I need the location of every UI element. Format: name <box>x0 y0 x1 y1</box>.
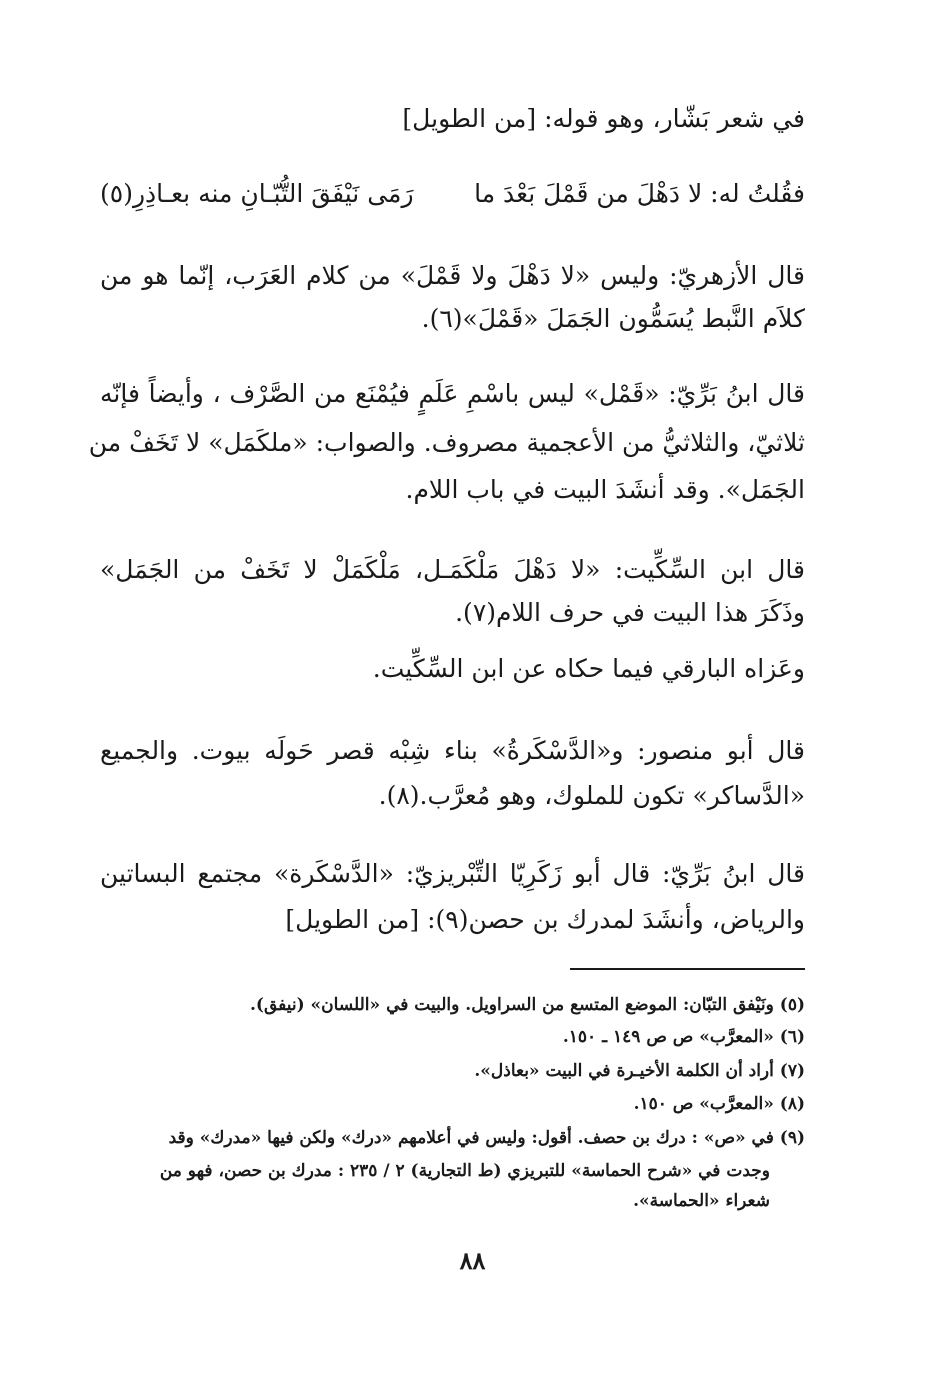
paragraph-bariqi-line: وعَزاه البارقي فيما حكاه عن ابن السِّكِّيت. <box>372 654 805 683</box>
paragraph-abu-mansur-line-2: «الدَّساكر» تكون للملوك، وهو مُعرَّب.(٨). <box>378 781 805 810</box>
paragraph-azhari-line-2: كلاَم النَّبط يُسَمُّون الجَمَلَ «قَمْلَ»(٦). <box>421 304 805 333</box>
footnote-7: (٧) أراد أن الكلمة الأخيـرة في البيت «بعاذل». <box>474 1061 805 1081</box>
paragraph-abu-mansur-line-1: قال أبو منصور: و«الدَّسْكَرةُ» بناء شِبْه قصر حَولَه بيوت. والجميع <box>100 736 805 765</box>
verse-right-hemistich: فقُلتُ له: لا دَهْلَ من قَمْلَ بَعْدَ ما <box>474 179 805 208</box>
verse-left-hemistich: رَمَى نَيْفَقَ التُّبّـانِ منه بعـاذِرِ(٥) <box>100 179 414 208</box>
paragraph-ibn-barri-line-1: قال ابنُ بَرِّيّ: «قَمْل» ليس باسْمِ عَلَمٍ فيُمْنَع من الصَّرْف ، وأيضاً فإنّه <box>100 379 805 408</box>
footnote-5: (٥) ونَيْفق التبّان: الموضع المتسع من السراويل. والبيت في «اللسان» (نيفق). <box>249 995 805 1015</box>
footnote-9-line-1: (٩) في «ص» : درك بن حصف. أقول: وليس في أعلامهم «درك» ولكن فيها «مدرك» وقد <box>168 1128 805 1148</box>
footnote-8: (٨) «المعرَّب» ص ١٥٠. <box>633 1094 805 1114</box>
paragraph-sikkit-line-2: وذَكَرَ هذا البيت في حرف اللام(٧). <box>455 598 805 627</box>
verse-line <box>100 176 805 212</box>
page-number: ٨٨ <box>459 1246 486 1275</box>
footnote-separator <box>570 968 805 970</box>
paragraph-ibn-barri-line-2: ثلاثيّ، والثلاثيُّ من الأعجمية مصروف. والصواب: «ملكَمَل» لا تَخَفْ من <box>88 428 805 457</box>
body-line-intro: في شعر بَشّار، وهو قوله: [من الطويل] <box>402 104 805 133</box>
paragraph-tibrizi-line-2: والرياض، وأنشَدَ لمدرك بن حصن(٩): [من الطويل] <box>285 905 805 934</box>
footnote-9-line-3: شعراء «الحماسة». <box>633 1191 770 1211</box>
paragraph-sikkit-line-1: قال ابن السِّكِّيت: «لا دَهْلَ مَلْكَمَـل، مَلْكَمَلْ لا تَخَفْ من الجَمَل» <box>100 555 805 584</box>
paragraph-ibn-barri-line-3: الجَمَل». وقد أنشَدَ البيت في باب اللام. <box>405 475 805 504</box>
verse-gap <box>414 176 474 212</box>
paragraph-tibrizi-line-1: قال ابنُ بَرِّيّ: قال أبو زَكَرِيّا التِّبْريزيّ: «الدَّسْكَرة» مجتمع البساتين <box>100 859 805 888</box>
footnote-6: (٦) «المعرَّب» ص ص ١٤٩ ـ ١٥٠. <box>562 1027 805 1047</box>
paragraph-azhari-line-1: قال الأزهريّ: وليس «لا دَهْلَ ولا قَمْلَ» من كلام العَرَب، إنّما هو من <box>100 261 805 290</box>
footnote-9-line-2: وجدت في «شرح الحماسة» للتبريزي (ط التجارية) ٢ / ٢٣٥ : مدرك بن حصن، فهو من <box>159 1161 770 1181</box>
